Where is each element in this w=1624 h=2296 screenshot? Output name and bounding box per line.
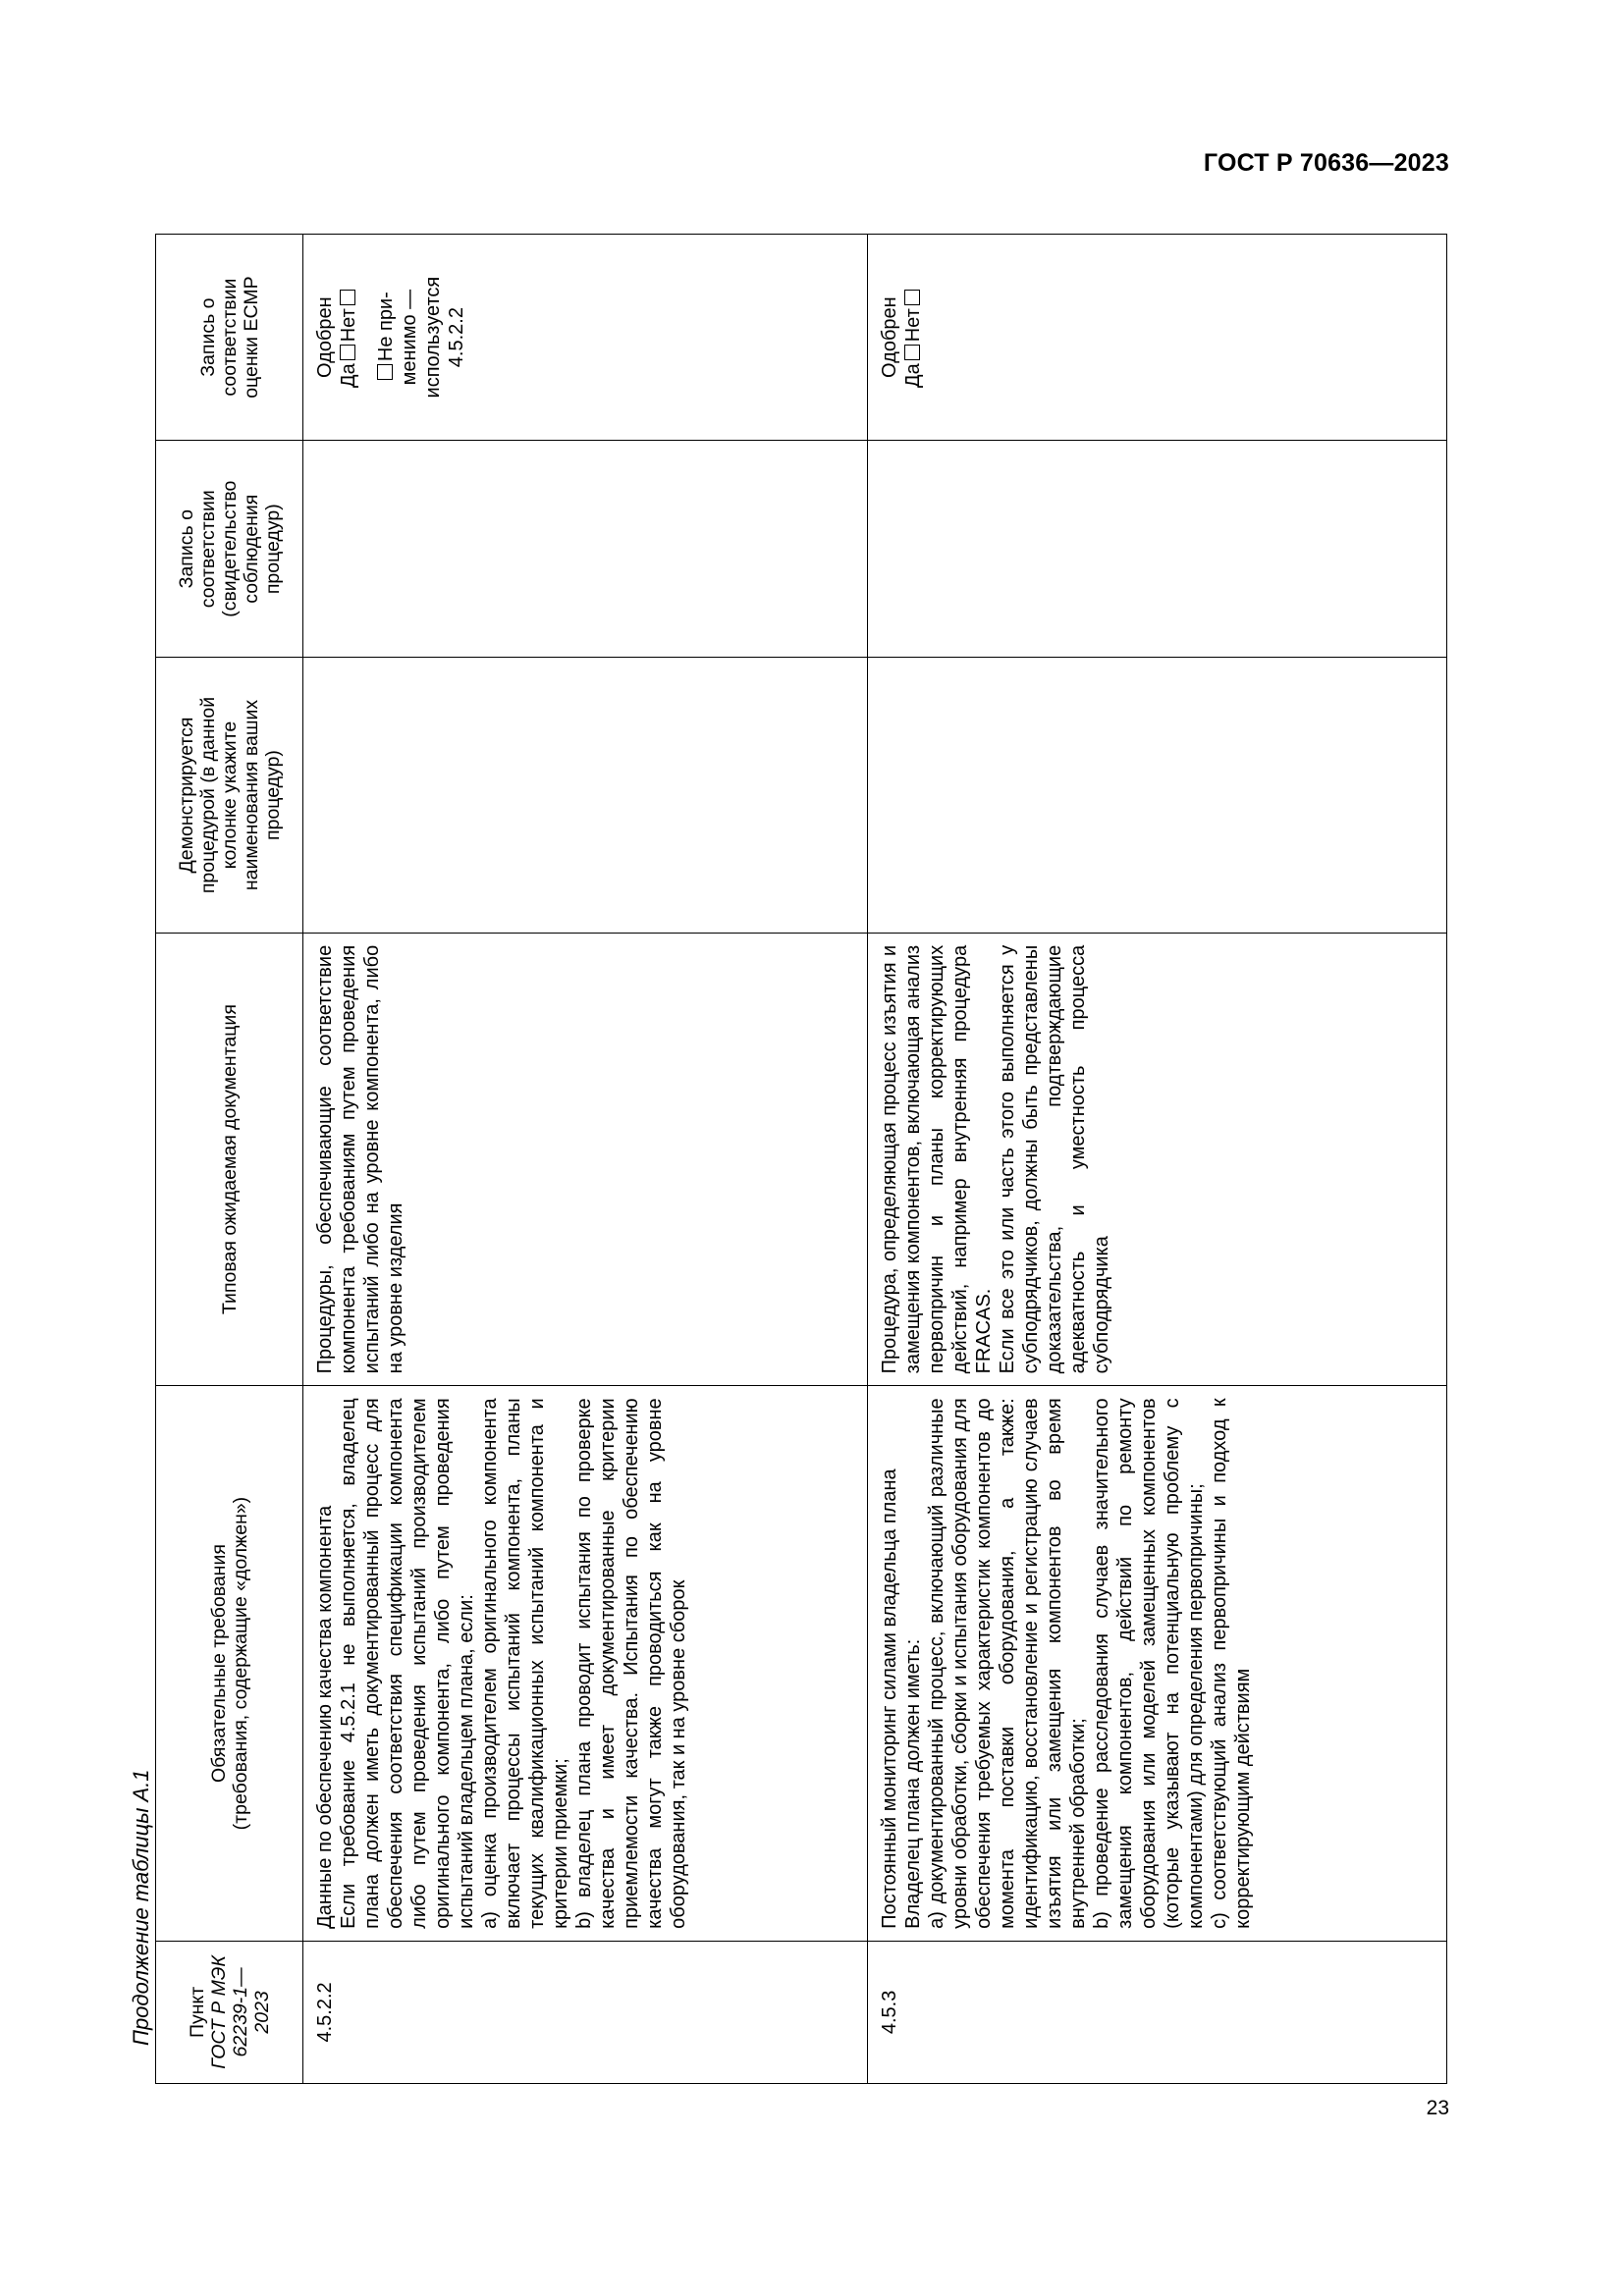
ecmr-cell xyxy=(868,235,1447,441)
header-documentation: Типовая ожидаемая документация xyxy=(156,933,303,1386)
no-checkbox[interactable] xyxy=(904,290,920,305)
requirements-cell: Постоянный мониторинг силами владельца плана Владелец плана должен иметь: a) документированный процесс, включающий различные уровни обработки, сборки и испытания оборудования для обеспечения требуемых характеристик компонентов до момента поставки оборудования, а также: идентификацию, восстановление и регистрацию случаев изъятия или замещения компонентов во время внутренней обработки; b) проведение расследования случаев значительного замещения компонентов, действий по ремонту оборудования или моделей замещенных компонентов (которые указывают на потенциальную проблему с компонентами) для определения первопричины; c) соответствующий анализ первопричины и подход к корректирующим действиям xyxy=(868,1386,1447,1942)
approved-label: Одобрен xyxy=(879,296,900,378)
header-requirements: Обязательные требования (требования, содержащие «должен») xyxy=(156,1386,303,1942)
page-number: 23 xyxy=(1426,2097,1449,2119)
yes-checkbox[interactable] xyxy=(904,345,920,360)
clause-cell: 4.5.2.2 xyxy=(303,1941,868,2083)
header-clause: Пункт ГОСТ Р МЭК 62239-1— 2023 xyxy=(156,1941,303,2083)
not-applicable-choice: Не при- xyxy=(374,246,398,428)
no-checkbox[interactable] xyxy=(340,290,355,305)
not-applicable-checkbox[interactable] xyxy=(377,364,393,380)
table-header-row xyxy=(156,235,303,2084)
requirements-table xyxy=(155,234,1447,2084)
table-row xyxy=(303,235,868,2084)
table-row xyxy=(868,235,1447,2084)
ecmr-cell: Одобрен ДаНет Не при- менимо — используется 4.5.2.2 xyxy=(303,235,868,441)
compliance-record-cell[interactable] xyxy=(868,441,1447,658)
approved-label: Одобрен xyxy=(314,296,336,378)
demonstrated-cell[interactable] xyxy=(303,658,868,934)
documentation-cell: Процедуры, обеспечивающие соответствие компонента требованиям путем проведения испытаний либо на уровне компонента, либо на уровне изделия xyxy=(303,933,868,1386)
standard-code: ГОСТ Р 70636—2023 xyxy=(1203,149,1449,177)
header-ecmr-record: Запись о соответствии оценки ЕСМР xyxy=(156,235,303,441)
requirements-table-rotated xyxy=(155,234,1447,2084)
header-compliance-record: Запись о соответствии (свидетельство соблюдения процедур) xyxy=(156,441,303,658)
compliance-record-cell[interactable] xyxy=(303,441,868,658)
yes-checkbox[interactable] xyxy=(340,345,355,360)
documentation-cell: Процедура, определяющая процесс изъятия и замещения компонентов, включающая анализ первопричин и планы корректирующих действий, например внутренняя процедура FRACAS. Если все это или часть этого выполняется у субподрядчиков, должны быть представлены доказательства, подтверждающие адекватность и уместность процесса субподрядчика xyxy=(868,933,1447,1386)
table-caption: Продолжение таблицы А.1 xyxy=(129,1769,153,2046)
header-demonstrated: Демонстрируется процедурой (в данной колонке укажите наименования ваших процедур) xyxy=(156,658,303,934)
requirements-cell: Данные по обеспечению качества компонента Если требование 4.5.2.1 не выполняется, владелец плана должен иметь документированный процесс для обеспечения соответствия спецификации компонента либо путем проведения испытаний производителем оригинального компонента, либо путем проведения испытаний владельцем плана, если: a) оценка производителем оригинального компонента включает процессы испытаний компонента, планы текущих квалификационных испытаний компонента и критерии приемки; b) владелец плана проводит испытания по проверке качества и имеет документированные критерии приемлемости качества. Испытания по обеспечению качества могут также проводиться как на уровне оборудования, так и на уровне сборок xyxy=(303,1386,868,1942)
yes-no-choice: ДаНет xyxy=(337,246,360,428)
clause-cell: 4.5.3 xyxy=(868,1941,1447,2083)
yes-no-choice: ДаНет xyxy=(901,246,925,428)
demonstrated-cell[interactable] xyxy=(868,658,1447,934)
